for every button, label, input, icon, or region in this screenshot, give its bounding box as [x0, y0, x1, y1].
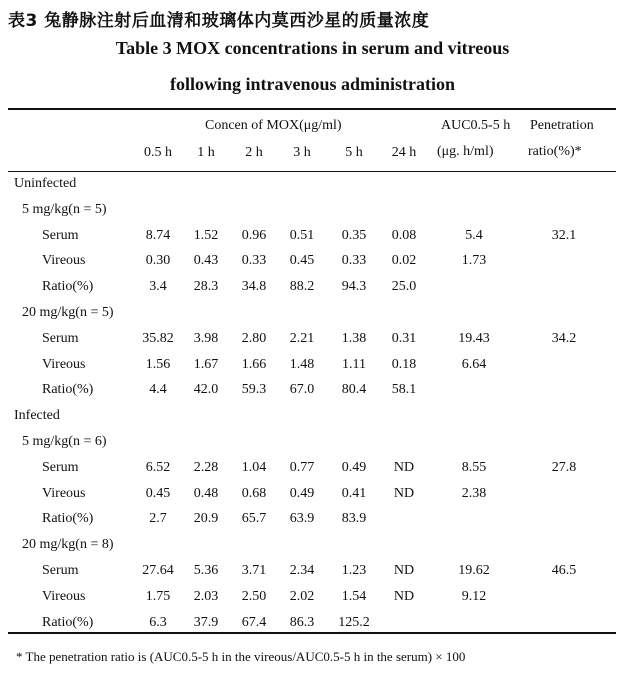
auc-cell: 5.4 [465, 227, 483, 243]
table-cell: 67.4 [241, 614, 267, 630]
table-cell: 3.98 [193, 330, 219, 346]
table-cell: 0.08 [391, 227, 417, 243]
row-label: Ratio(%) [42, 279, 94, 295]
table-cell: 0.43 [193, 253, 219, 269]
auc-cell: 6.64 [461, 356, 487, 372]
table-cell: 2.34 [289, 563, 315, 578]
table-cell: ND [393, 588, 415, 604]
table-cell: 0.96 [241, 227, 267, 243]
row-label: Vireous [42, 485, 86, 501]
header-penetration-line2: ratio(%)* [528, 144, 582, 159]
header-penetration-line1: Penetration [530, 118, 594, 133]
table-cell: 2.28 [193, 459, 219, 475]
auc-cell: 19.62 [458, 563, 490, 578]
table-cell: 4.4 [149, 382, 167, 398]
table-cell: 0.30 [145, 253, 171, 269]
auc-cell: 9.12 [461, 588, 487, 604]
table-cell: 63.9 [289, 511, 315, 527]
table-cell: 1.52 [193, 227, 219, 243]
table-cell: 0.18 [391, 356, 417, 372]
table-cell: 0.33 [341, 253, 367, 269]
table-cell: 83.9 [341, 511, 367, 527]
table-cell: 2.7 [149, 511, 167, 527]
table-cell: 0.41 [341, 485, 367, 501]
table-title-en-line2: following intravenous administration [169, 74, 456, 94]
row-label: Serum [42, 459, 79, 475]
table-cell: 20.9 [193, 511, 219, 527]
row-label: Vireous [42, 588, 86, 604]
table-cell: 37.9 [193, 614, 219, 630]
header-time-0: 0.5 h [144, 145, 172, 160]
table-cell: 1.38 [341, 330, 367, 346]
dose-label: 20 mg/kg(n = 8) [22, 537, 114, 553]
table-cell: 1.56 [145, 356, 171, 372]
header-time-5: 24 h [391, 145, 417, 160]
row-label: Ratio(%) [42, 614, 94, 630]
header-auc-line1: AUC0.5-5 h [441, 118, 511, 133]
table-cell: 0.02 [391, 253, 417, 269]
table-cell: 59.3 [241, 382, 267, 398]
table-bottom-rule [8, 632, 616, 634]
table-cell: ND [393, 563, 415, 578]
table-cell: 0.33 [241, 253, 267, 269]
table-cell: 0.45 [145, 485, 171, 501]
penetration-cell: 27.8 [551, 459, 577, 475]
header-concen-group: Concen of MOX(μg/ml) [205, 118, 342, 133]
table-cell: 25.0 [391, 279, 417, 295]
table-cell: ND [393, 485, 415, 501]
row-label: Vireous [42, 356, 86, 372]
dose-label: 20 mg/kg(n = 5) [22, 305, 114, 320]
auc-cell: 2.38 [461, 485, 487, 501]
table-cell: 94.3 [341, 279, 367, 295]
table-title-cn: 表3 兔静脉注射后血清和玻璃体内莫西沙星的质量浓度 [8, 11, 430, 31]
table-cell: 2.80 [241, 330, 267, 346]
table-cell: 1.75 [145, 588, 171, 604]
header-time-3: 3 h [293, 145, 311, 160]
table-cell: 1.67 [193, 356, 219, 372]
row-label: Ratio(%) [42, 382, 94, 398]
table-cell: 1.04 [241, 459, 267, 475]
header-auc-line2: (μg. h/ml) [437, 144, 494, 159]
table-cell: 0.68 [241, 485, 267, 501]
table-cell: 1.48 [289, 356, 315, 372]
table-cell: 65.7 [241, 511, 267, 527]
header-time-4: 5 h [345, 145, 363, 160]
row-label: Serum [42, 330, 79, 346]
header-time-1: 1 h [197, 145, 215, 160]
table-cell: 28.3 [193, 279, 219, 295]
table-cell: 0.31 [391, 330, 417, 346]
table-cell: 80.4 [341, 382, 367, 398]
row-label: Serum [42, 563, 79, 578]
auc-cell: 1.73 [461, 253, 487, 269]
table-cell: 35.82 [142, 330, 174, 346]
table-cell: 6.3 [149, 614, 167, 630]
table-cell: 42.0 [193, 382, 219, 398]
table-header-rule [8, 171, 616, 172]
table-cell: 2.02 [289, 588, 315, 604]
table-cell: 2.21 [289, 330, 315, 346]
table-cell: 125.2 [338, 614, 370, 630]
table-cell: 6.52 [145, 459, 171, 475]
table-top-rule [8, 108, 616, 110]
table-cell: 5.36 [193, 563, 219, 578]
table-cell: 0.35 [341, 227, 367, 243]
auc-cell: 8.55 [461, 459, 487, 475]
table-cell: 0.51 [289, 227, 315, 243]
table-cell: 0.77 [289, 459, 315, 475]
table-cell: 0.48 [193, 485, 219, 501]
table-cell: 1.66 [241, 356, 267, 372]
group-label: Infected [14, 408, 60, 424]
table-cell: 88.2 [289, 279, 315, 295]
table-cell: 34.8 [241, 279, 267, 295]
table-cell: 58.1 [391, 382, 417, 398]
table-cell: 2.03 [193, 588, 219, 604]
table-cell: 2.50 [241, 588, 267, 604]
table-cell: 3.4 [149, 279, 167, 295]
penetration-cell: 32.1 [551, 227, 577, 243]
table-cell: ND [393, 459, 415, 475]
table-cell: 0.45 [289, 253, 315, 269]
dose-label: 5 mg/kg(n = 6) [22, 434, 107, 449]
table-cell: 27.64 [142, 563, 174, 578]
auc-cell: 19.43 [458, 330, 490, 346]
penetration-cell: 34.2 [551, 330, 577, 346]
table-title-en-line1: Table 3 MOX concentrations in serum and vitreous [115, 38, 510, 58]
table-cell: 1.11 [342, 356, 366, 372]
table-cell: 1.23 [341, 563, 367, 578]
penetration-cell: 46.5 [551, 563, 577, 578]
table-footnote: * The penetration ratio is (AUC0.5-5 h in the vireous/AUC0.5-5 h in the serum) × 100 [16, 649, 466, 664]
table-cell: 8.74 [145, 227, 171, 243]
row-label: Serum [42, 227, 79, 243]
group-label: Uninfected [14, 176, 77, 191]
row-label: Vireous [42, 253, 86, 269]
table-cell: 0.49 [289, 485, 315, 501]
row-label: Ratio(%) [42, 511, 94, 527]
dose-label: 5 mg/kg(n = 5) [22, 201, 107, 217]
table-cell: 67.0 [289, 382, 315, 398]
table-cell: 86.3 [289, 614, 315, 630]
table-cell: 3.71 [241, 563, 267, 578]
table-cell: 1.54 [341, 588, 367, 604]
table-cell: 0.49 [341, 459, 367, 475]
header-time-2: 2 h [245, 145, 263, 160]
